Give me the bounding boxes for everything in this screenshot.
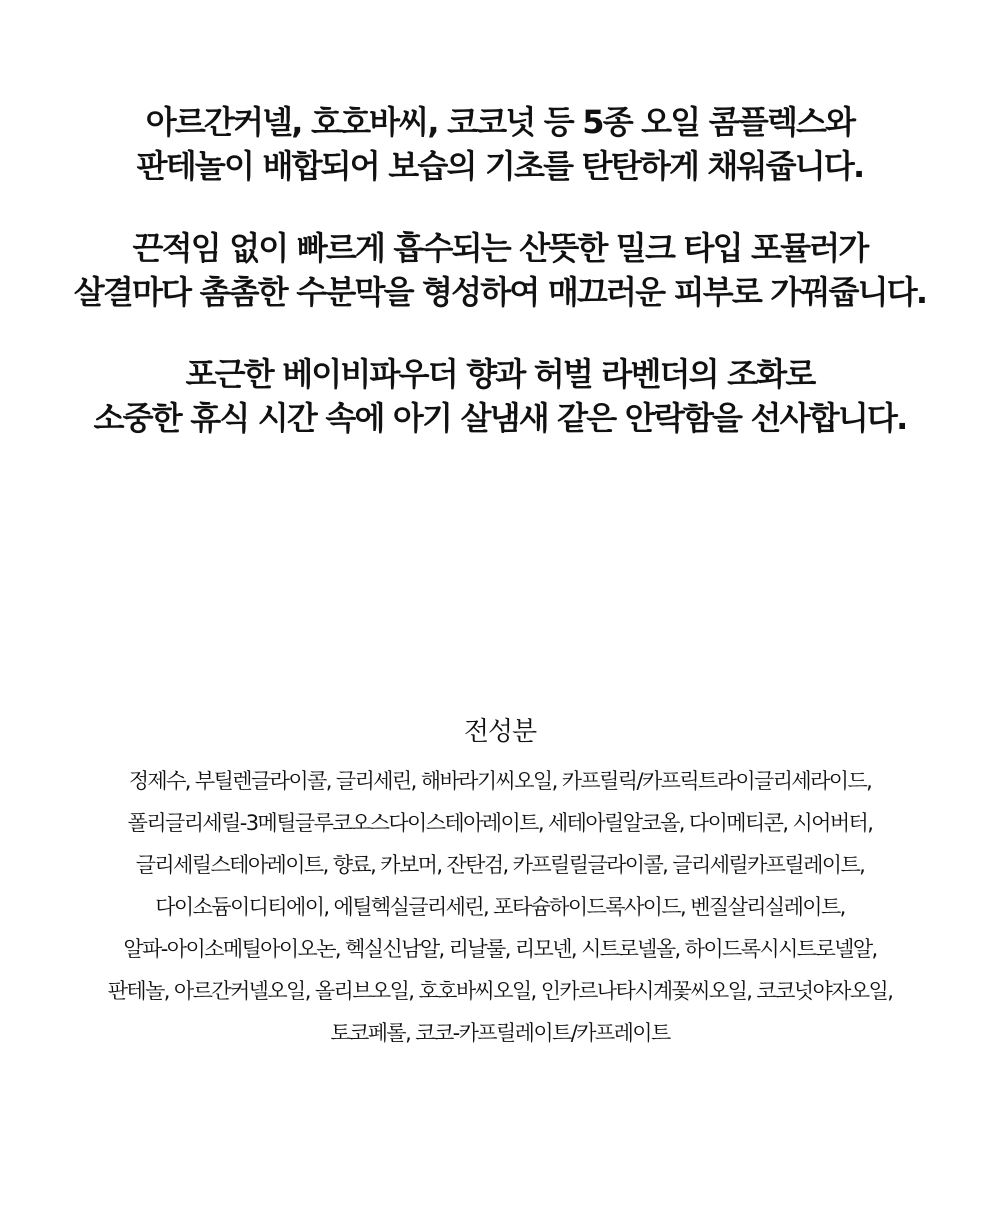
description-line: 소중한 휴식 시간 속에 아기 살냄새 같은 안락함을 선사합니다. [93,399,907,437]
description-line: 판테놀이 배합되어 보습의 기초를 탄탄하게 채워줍니다. [136,147,864,185]
ingredients-line: 판테놀, 아르간커넬오일, 올리브오일, 호호바씨오일, 인카르나타시계꽃씨오일, 코코넛야자오일, [107,979,893,1003]
description-line: 아르간커넬, 호호바씨, 코코넛 등 5종 오일 콤플렉스와 [145,103,855,141]
description-paragraph-2 [0,226,1000,314]
description-paragraph-1 [0,100,1000,188]
description-line: 끈적임 없이 빠르게 흡수되는 산뜻한 밀크 타입 포뮬러가 [132,229,868,267]
ingredients-section [0,712,1000,1054]
product-description [0,100,1000,478]
ingredients-line: 다이소듐이디티에이, 에틸헥실글리세린, 포타슘하이드록사이드, 벤질살리실레이트, [155,895,845,919]
description-paragraph-3 [0,352,1000,440]
description-line: 살결마다 촘촘한 수분막을 형성하여 매끄러운 피부로 가꿔줍니다. [73,273,927,311]
description-line: 포근한 베이비파우더 향과 허벌 라벤더의 조화로 [185,355,815,393]
ingredients-line: 토코페롤, 코코-카프릴레이트/카프레이트 [330,1021,670,1045]
ingredients-line: 글리세릴스테아레이트, 향료, 카보머, 잔탄검, 카프릴릴글라이콜, 글리세릴카프릴레이트, [135,853,865,877]
ingredients-line: 폴리글리세릴-3메틸글루코오스다이스테아레이트, 세테아릴알코올, 다이메티콘, 시어버터, [127,811,873,835]
ingredients-line: 정제수, 부틸렌글라이콜, 글리세린, 해바라기씨오일, 카프릴릭/카프릭트라이글리세라이드, [128,769,872,793]
ingredients-heading: 전성분 [463,717,537,747]
ingredients-line: 알파-아이소메틸아이오논, 헥실신남알, 리날룰, 리모넨, 시트로넬올, 하이드록시시트로넬알, [123,937,877,961]
